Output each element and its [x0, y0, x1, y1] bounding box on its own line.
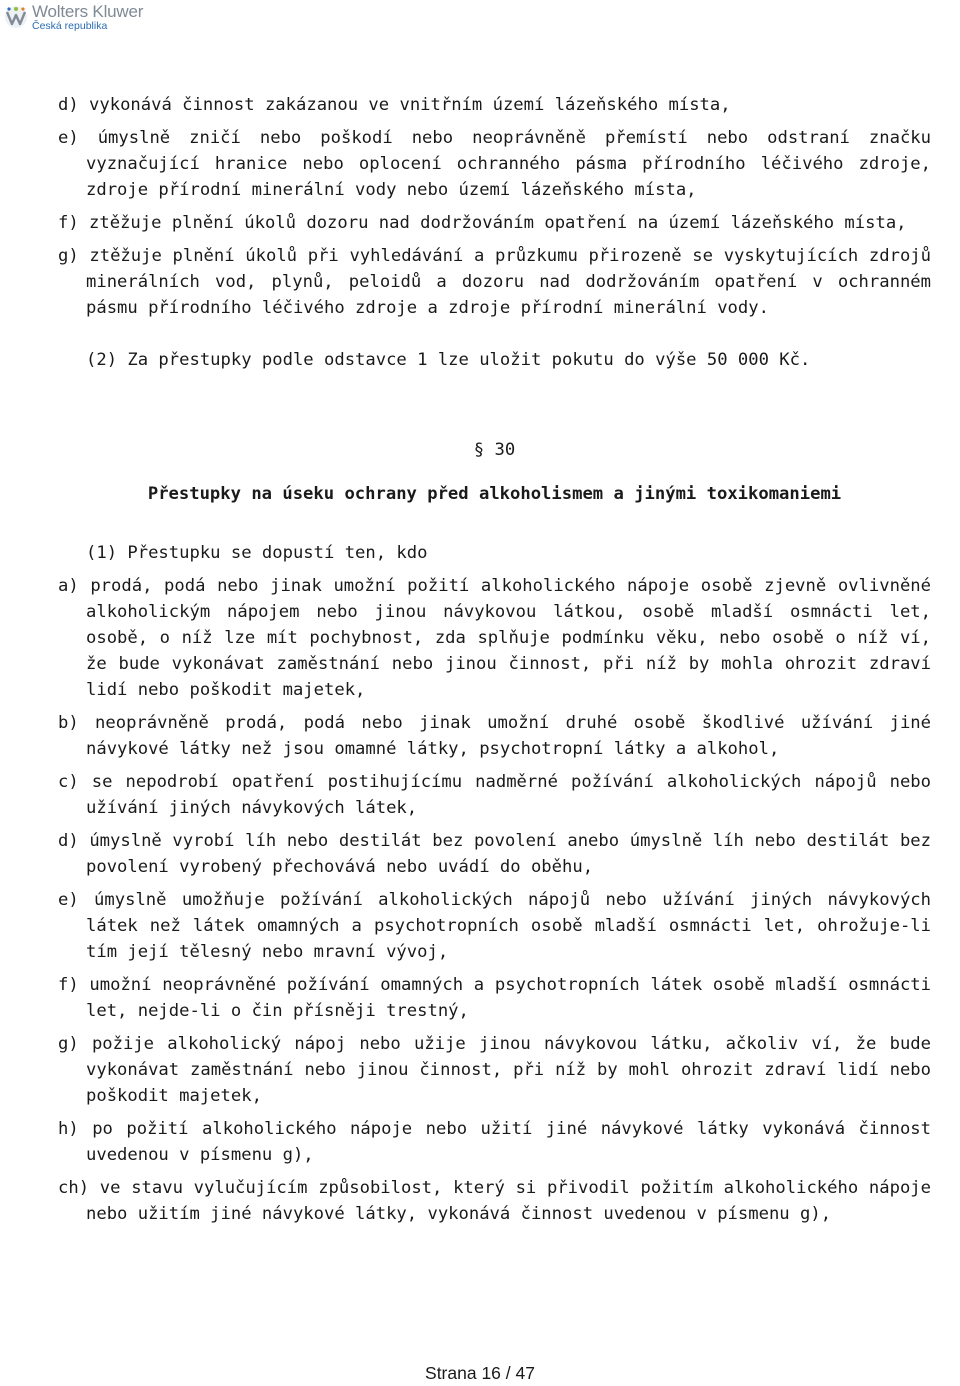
- brand-logo: [4, 3, 143, 37]
- list-item: d) úmyslně vyrobí líh nebo destilát bez povolení anebo úmyslně líh nebo destilát bez povolení vyrobený přechovává nebo uvádí do oběhu,: [58, 831, 931, 877]
- wolters-kluwer-logo-icon: [4, 5, 28, 29]
- brand-subname: Česká republika: [32, 20, 108, 32]
- fine-paragraph: (2) Za přestupky podle odstavce 1 lze uložit pokutu do výše 50 000 Kč.: [86, 350, 811, 370]
- document-body: [58, 92, 931, 1234]
- list-item: g) ztěžuje plnění úkolů při vyhledávání a průzkumu přirozeně se vyskytujících zdrojů minerálních vod, plynů, peloidů a dozoru nad dodržováním opatření v ochranném pásmu přírodního léčivého zdroje a zdroje přírodní minerální vody.: [58, 246, 931, 318]
- list-item: ch) ve stavu vylučujícím způsobilost, který si přivodil požitím alkoholického nápoje nebo užitím jiné návykové látky, vykonává činnost uvedenou v písmenu g),: [58, 1178, 931, 1224]
- brand-text: [32, 3, 143, 32]
- list-item: a) prodá, podá nebo jinak umožní požití alkoholického nápoje osobě zjevně ovlivněné alkoholickým nápojem nebo jinou návykovou látkou, osobě mladší osmnácti let, osobě, o níž lze mít pochybnost, zda splňuje podmínku věku, nebo osobě o níž ví, že bude vykonávat zaměstnání nebo jinou činnost, při níž by mohla ohrozit zdraví lidí nebo poškodit majetek,: [58, 576, 931, 700]
- list-item: f) umožní neoprávněné požívání omamných a psychotropních látek osobě mladší osmnácti let, nejde-li o čin přísněji trestný,: [58, 975, 931, 1021]
- list-item: e) úmyslně umožňuje požívání alkoholických nápojů nebo užívání jiných návykových látek než látek omamných a psychotropních osobě mladší osmnácti let, ohrožuje-li tím její tělesný nebo mravní vývoj,: [58, 890, 931, 962]
- list-item: g) požije alkoholický nápoj nebo užije jinou návykovou látku, ačkoliv ví, že bude vykonávat zaměstnání nebo jinou činnost, při níž by mohl ohrozit zdraví lidí nebo poškodit majetek,: [58, 1034, 931, 1106]
- section-title: Přestupky na úseku ochrany před alkoholismem a jinými toxikomaniemi: [147, 484, 842, 504]
- list-item: b) neoprávněně prodá, podá nebo jinak umožní druhé osobě škodlivé užívání jiné návykové látky než jsou omamné látky, psychotropní látky a alkohol,: [58, 713, 931, 759]
- list-item: c) se nepodrobí opatření postihujícímu nadměrné požívání alkoholických nápojů nebo užívání jiných návykových látek,: [58, 772, 931, 818]
- brand-name: Wolters Kluwer: [32, 2, 144, 21]
- section-number: § 30: [473, 440, 516, 460]
- list-item: f) ztěžuje plnění úkolů dozoru nad dodržováním opatření na území lázeňského místa,: [58, 213, 907, 233]
- list-item: h) po požití alkoholického nápoje nebo užití jiné návykové látky vykonává činnost uvedenou v písmenu g),: [58, 1119, 931, 1165]
- list-item: e) úmyslně zničí nebo poškodí nebo neoprávněně přemístí nebo odstraní značku vyznačující hranice nebo oplocení ochranného pásma přírodního léčivého zdroje, zdroje přírodní minerální vody nebo území lázeňského místa,: [58, 128, 931, 200]
- intro-paragraph: (1) Přestupku se dopustí ten, kdo: [86, 543, 428, 563]
- list-item: d) vykonává činnost zakázanou ve vnitřním území lázeňského místa,: [58, 95, 731, 115]
- page-number: Strana 16 / 47: [425, 1363, 535, 1383]
